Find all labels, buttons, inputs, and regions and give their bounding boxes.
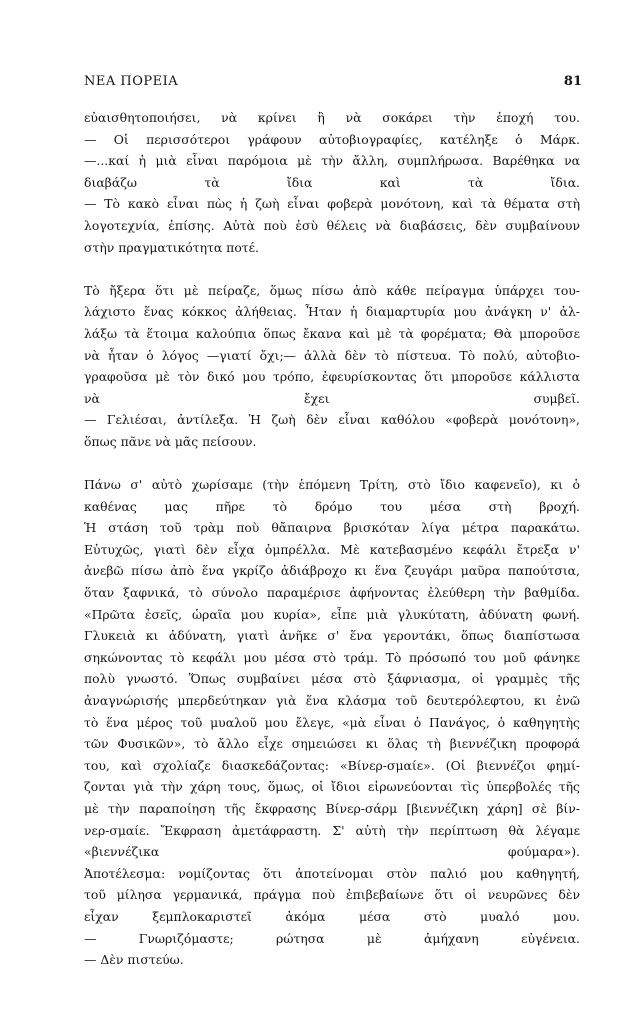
text-line: τοῦ μίλησα γερμανικά, πράγμα ποὺ ἐπιβεβαίωνε ὅτι οἱ νευρῶνες δὲν <box>84 887 580 903</box>
text-line: εὐαισθητοποιήσει, νὰ κρίνει ἢ νὰ σοκάρει τὴν ἐποχή του. <box>84 110 580 125</box>
text-line: νὰ ἔχει συμβεῖ. <box>84 390 580 406</box>
text-line: καθένας μας πῆρε τὸ δρόμο του μέσα στὴ βροχή. <box>84 498 580 514</box>
text-line: λάχιστο ἕνας κόκκος ἀλήθειας. Ἦταν ἡ διαμαρτυρία μου ἀνάγκη ν' ἀλ- <box>84 304 580 320</box>
text-line: «Πρῶτα ἐσεῖς, ὡραῖα μου κυρία», εἶπε μιὰ γλυκύτατη, ἀδύνατη φωνή. <box>84 606 580 622</box>
paragraph-gap <box>84 453 580 475</box>
text-line: ἀνεβῶ πίσω ἀπὸ ἕνα γκρίζο ἀδιάβροχο κι ἕνα ζευγάρι μαῦρα παπούτσια, <box>84 563 580 579</box>
text-line: Ἡ στάση τοῦ τρὰμ ποὺ θἄπαιρνα βρισκόταν λίγα μέτρα παρακάτω. <box>84 520 580 536</box>
text-line: — Γνωριζόμαστε; ρώτησα μὲ ἀμήχανη εὐγένεια. <box>84 930 580 946</box>
text-line: στὴν πραγματικότητα ποτέ. <box>84 239 259 255</box>
text-line: ὅπως πᾶνε νὰ μᾶς πείσουν. <box>84 433 257 449</box>
page-header <box>84 74 582 89</box>
paragraph <box>84 280 580 453</box>
text-line: Πάνω σ' αὐτὸ χωρίσαμε (τὴν ἑπόμενη Τρίτη, στὸ ἴδιο καφενεῖο), κι ὁ <box>84 477 580 493</box>
text-line: τὸ ἕνα μέρος τοῦ μυαλοῦ μου ἔλεγε, «μὰ εἶναι ὁ Πανάγος, ὁ καθηγητὴς <box>84 714 580 730</box>
text-line: — Οἱ περισσότεροι γράφουν αὐτοβιογραφίες, κατέληξε ὁ Μάρκ. <box>84 131 580 147</box>
text-line: λογοτεχνία, ἐπίσης. Αὐτὰ ποὺ ἐσὺ θέλεις νὰ διαβάσεις, δὲν συμβαίνουν <box>84 217 580 233</box>
paragraph <box>84 474 580 971</box>
text-line: γραφοῦσα μὲ τὸν δικό μου τρόπο, ἐφευρίσκοντας ὅτι μποροῦσε κάλλιστα <box>84 369 580 385</box>
text-line: ζονται γιὰ τὴν χάρη τους, ὅμως, οἱ ἴδιοι εἰρωνεύονται τὶς ὑπερβολές τῆς <box>84 779 580 795</box>
text-line: πολὺ γνωστό. Ὅπως συμβαίνει μέσα στὸ ξάφνιασμα, οἱ γραμμὲς τῆς <box>84 671 580 687</box>
text-line: — Δὲν πιστεύω. <box>84 952 184 968</box>
text-line: ὅταν ξαφνικά, τὸ σύνολο παραμέρισε ἀφήνοντας ἐλεύθερη τὴν βαθμίδα. <box>84 585 580 601</box>
text-line: ἀναγνώρισής μπερδεύτηκαν γιὰ ἕνα κλάσμα τοῦ δευτερόλεφτου, κι ἐνῶ <box>84 693 580 709</box>
text-line: — Γελιέσαι, ἀντίλεξα. Ἡ ζωὴ δὲν εἶναι καθόλου «φοβερὰ μονότονη», <box>84 412 580 428</box>
text-line: εἶχαν ξεμπλοκαριστεῖ ἀκόμα μέσα στὸ μυαλό μου. <box>84 908 580 924</box>
running-title: ΝΕΑ ΠΟΡΕΙΑ <box>84 74 179 89</box>
text-line: Ἀποτέλεσμα: νομίζοντας ὅτι ἀποτείνομαι στὸν παλιό μου καθηγητή, <box>84 865 580 881</box>
body-text <box>84 107 580 971</box>
paragraph-gap <box>84 258 580 280</box>
text-line: Εὐτυχῶς, γιατὶ δὲν εἶχα ὀμπρέλλα. Μὲ κατεβασμένο κεφάλι ἔτρεξα ν' <box>84 541 580 557</box>
text-line: μὲ τὴν παραποίηση τῆς ἔκφρασης Βίνερ-σάρμ [βιεννέζικη χάρη] σὲ βίν- <box>84 801 580 816</box>
text-line: — Τὸ κακὸ εἶναι πὼς ἡ ζωὴ εἶναι φοβερὰ μονότονη, καὶ τὰ θέματα στὴ <box>84 196 580 212</box>
paragraph <box>84 107 580 258</box>
text-line: σηκώνοντας τὸ κεφάλι μου μέσα στὸ τράμ. Τὸ πρόσωπό του μοῦ φάνηκε <box>84 649 580 665</box>
text-line: λάξω τὰ ἕτοιμα καλούπια ὅπως ἔκανα καὶ μὲ τὰ φορέματα; Θὰ μποροῦσε <box>84 325 580 341</box>
text-line: διαβάζω τὰ ἴδια καὶ τὰ ἴδια. <box>84 174 580 190</box>
text-line: Γλυκειὰ κι ἀδύνατη, γιατὶ ἀνῆκε σ' ἕνα γεροντάκι, ὅπως διαπίστωσα <box>84 628 580 644</box>
text-line: του, καὶ σχολίαζε διασκεδάζοντας: «Βίνερ-σμαίε». (Οἱ βιεννέζοι φημί- <box>84 757 580 773</box>
text-line: —...καί ἡ μιὰ εἶναι παρόμοια μὲ τὴν ἄλλη, συμπλήρωσα. Βαρέθηκα να <box>84 153 580 169</box>
text-line: Τὸ ἤξερα ὅτι μὲ πείραζε, ὅμως πίσω ἀπὸ κάθε πείραγμα ὑπάρχει του- <box>84 282 580 298</box>
text-line: νερ-σμαίε. Ἔκφραση ἀμετάφραστη. Σ' αὐτὴ τὴν περίπτωση θὰ λέγαμε <box>84 822 580 838</box>
text-line: «βιεννέζικα φούμαρα»). <box>84 844 580 860</box>
text-line: νὰ ἦταν ὁ λόγος —γιατί ὄχι;— ἀλλὰ δὲν τὸ πίστευα. Τὸ πολύ, αὐτοβιο- <box>84 347 580 363</box>
text-line: τῶν Φυσικῶν», τὸ ἄλλο εἶχε σημειώσει κι ὅλας τὴ βιεννέζικη προφορά <box>84 736 580 752</box>
page-number: 81 <box>563 74 582 89</box>
